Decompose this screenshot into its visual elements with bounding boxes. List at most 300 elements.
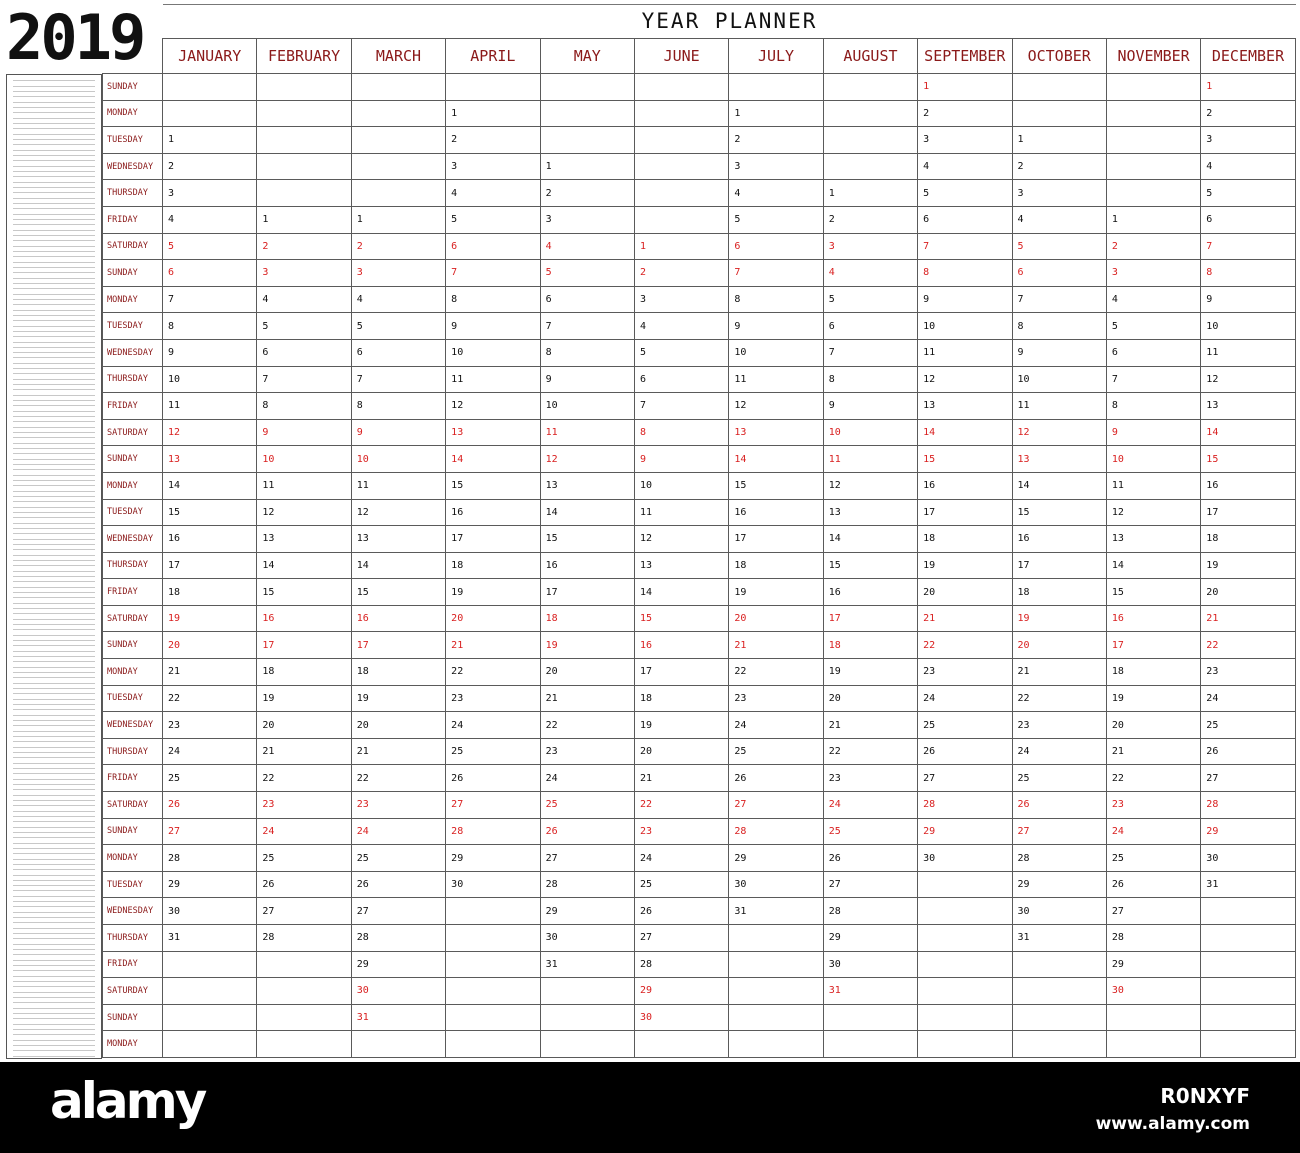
date-cell: 19 [729,579,823,606]
notes-rule-line [13,555,95,556]
date-cell: 28 [729,818,823,845]
notes-rule-line [13,278,95,279]
date-cell [257,978,351,1005]
date-cell: 8 [351,393,445,420]
calendar-table [102,38,1296,1058]
date-cell: 3 [446,153,540,180]
date-cell: 25 [540,792,634,819]
notes-rule-line [13,155,95,156]
notes-rule-line [13,427,95,428]
date-cell: 17 [257,632,351,659]
date-cell [918,978,1012,1005]
date-cell [1012,74,1106,101]
month-header-april: APRIL [446,39,540,74]
day-row [103,845,1296,872]
weekday-label: SATURDAY [103,233,163,260]
date-cell: 28 [446,818,540,845]
date-cell: 19 [351,685,445,712]
weekday-label: SATURDAY [103,792,163,819]
date-cell [1106,1031,1200,1058]
date-cell: 13 [540,472,634,499]
day-row [103,738,1296,765]
date-cell [823,127,917,154]
date-cell: 21 [163,659,257,686]
date-cell: 14 [634,579,728,606]
month-header-row [103,39,1296,74]
notes-rule-line [13,182,95,183]
date-cell: 1 [918,74,1012,101]
date-cell: 16 [918,472,1012,499]
notes-rule-line [13,981,95,982]
date-cell: 13 [1106,526,1200,553]
date-cell: 13 [634,552,728,579]
date-cell: 20 [163,632,257,659]
notes-rule-line [13,187,95,188]
notes-rule-line [13,784,95,785]
date-cell: 8 [1106,393,1200,420]
notes-rule-line [13,667,95,668]
date-cell: 27 [729,792,823,819]
date-cell: 7 [1106,366,1200,393]
notes-rule-line [13,795,95,796]
notes-rule-line [13,342,95,343]
notes-rule-line [13,645,95,646]
notes-rule-line [13,219,95,220]
date-cell: 22 [540,712,634,739]
date-cell: 21 [823,712,917,739]
date-cell: 9 [257,419,351,446]
weekday-label: WEDNESDAY [103,339,163,366]
date-cell [163,1031,257,1058]
date-cell: 1 [1012,127,1106,154]
date-cell: 9 [163,339,257,366]
date-cell: 24 [823,792,917,819]
day-row [103,393,1296,420]
notes-rule-line [13,491,95,492]
date-cell: 20 [823,685,917,712]
date-cell: 14 [163,472,257,499]
date-cell [163,951,257,978]
notes-rule-line [13,246,95,247]
date-cell: 13 [823,499,917,526]
notes-rule-line [13,715,95,716]
month-header-march: MARCH [351,39,445,74]
date-cell: 4 [1012,206,1106,233]
date-cell [446,978,540,1005]
day-row [103,339,1296,366]
date-cell: 28 [918,792,1012,819]
notes-rule-line [13,640,95,641]
month-header-january: JANUARY [163,39,257,74]
date-cell: 20 [729,605,823,632]
weekday-label: FRIDAY [103,765,163,792]
date-cell: 5 [823,286,917,313]
date-cell: 24 [729,712,823,739]
date-cell [1106,180,1200,207]
date-cell: 23 [540,738,634,765]
date-cell: 5 [1106,313,1200,340]
date-cell: 15 [1201,446,1295,473]
notes-rule-line [13,709,95,710]
date-cell: 29 [351,951,445,978]
date-cell: 16 [163,526,257,553]
date-cell: 2 [729,127,823,154]
date-cell [257,1031,351,1058]
date-cell: 17 [163,552,257,579]
date-cell: 25 [634,871,728,898]
date-cell [163,74,257,101]
date-cell: 3 [163,180,257,207]
notes-rule-line [13,102,95,103]
date-cell: 24 [257,818,351,845]
date-cell: 30 [1012,898,1106,925]
date-cell: 10 [1106,446,1200,473]
date-cell: 9 [634,446,728,473]
date-cell: 15 [257,579,351,606]
date-cell: 8 [257,393,351,420]
date-cell [1106,100,1200,127]
date-cell: 11 [918,339,1012,366]
date-cell: 28 [1012,845,1106,872]
day-row [103,286,1296,313]
notes-rule-line [13,421,95,422]
date-cell [257,180,351,207]
date-cell [257,153,351,180]
notes-rule-line [13,853,95,854]
date-cell: 27 [634,925,728,952]
date-cell: 31 [163,925,257,952]
date-cell: 10 [1201,313,1295,340]
notes-rule-line [13,811,95,812]
date-cell [918,951,1012,978]
date-cell [446,1004,540,1031]
weekday-label: MONDAY [103,845,163,872]
day-row [103,127,1296,154]
notes-rule-line [13,347,95,348]
date-cell: 11 [446,366,540,393]
notes-rule-line [13,1034,95,1035]
date-cell: 16 [351,605,445,632]
date-cell: 25 [918,712,1012,739]
date-cell: 11 [1012,393,1106,420]
date-cell: 9 [918,286,1012,313]
notes-rule-line [13,848,95,849]
date-cell: 3 [257,260,351,287]
footer-bar [0,1062,1300,1153]
date-cell [540,1004,634,1031]
date-cell: 11 [540,419,634,446]
date-cell: 10 [163,366,257,393]
date-cell: 25 [1012,765,1106,792]
notes-rule-line [13,731,95,732]
date-cell: 17 [1012,552,1106,579]
date-cell: 10 [918,313,1012,340]
date-cell: 8 [729,286,823,313]
notes-rule-line [13,91,95,92]
date-cell: 26 [351,871,445,898]
notes-rule-line [13,539,95,540]
date-cell: 5 [1201,180,1295,207]
date-cell: 28 [351,925,445,952]
date-cell: 30 [1201,845,1295,872]
date-cell: 9 [446,313,540,340]
notes-rule-line [13,928,95,929]
date-cell: 9 [1012,339,1106,366]
date-cell: 22 [1012,685,1106,712]
weekday-label: SUNDAY [103,632,163,659]
date-cell: 5 [918,180,1012,207]
day-row [103,100,1296,127]
notes-rule-line [13,613,95,614]
date-cell [257,74,351,101]
date-cell [823,1031,917,1058]
date-cell: 10 [634,472,728,499]
date-cell: 6 [918,206,1012,233]
date-cell [540,978,634,1005]
date-cell [540,127,634,154]
day-row [103,499,1296,526]
weekday-label: SUNDAY [103,74,163,101]
date-cell: 7 [1201,233,1295,260]
date-cell: 29 [729,845,823,872]
date-cell: 1 [634,233,728,260]
date-cell: 14 [1106,552,1200,579]
notes-rule-line [13,976,95,977]
date-cell: 9 [1106,419,1200,446]
date-cell: 13 [1012,446,1106,473]
date-cell: 24 [351,818,445,845]
date-cell: 23 [1012,712,1106,739]
date-cell: 26 [634,898,728,925]
date-cell: 13 [446,419,540,446]
date-cell: 4 [823,260,917,287]
date-cell: 26 [540,818,634,845]
date-cell: 30 [918,845,1012,872]
day-row [103,765,1296,792]
date-cell: 30 [540,925,634,952]
notes-rule-line [13,1002,95,1003]
notes-rule-line [13,160,95,161]
date-cell: 3 [823,233,917,260]
weekday-label: TUESDAY [103,685,163,712]
date-cell: 25 [729,738,823,765]
month-header-may: MAY [540,39,634,74]
date-cell: 2 [1106,233,1200,260]
date-cell: 29 [1106,951,1200,978]
date-cell: 26 [257,871,351,898]
date-cell: 31 [1012,925,1106,952]
date-cell: 4 [351,286,445,313]
notes-rule-line [13,469,95,470]
date-cell: 8 [163,313,257,340]
date-cell: 6 [446,233,540,260]
date-cell [729,951,823,978]
date-cell: 19 [918,552,1012,579]
date-cell: 2 [1201,100,1295,127]
notes-rule-line [13,384,95,385]
date-cell: 15 [1106,579,1200,606]
notes-rule-line [13,1013,95,1014]
date-cell: 4 [446,180,540,207]
notes-rule-line [13,405,95,406]
day-row [103,871,1296,898]
date-cell [540,1031,634,1058]
date-cell [1201,1031,1295,1058]
date-cell: 31 [729,898,823,925]
date-cell: 10 [540,393,634,420]
notes-rule-line [13,661,95,662]
weekday-label: WEDNESDAY [103,898,163,925]
notes-rule-line [13,389,95,390]
notes-rule-line [13,256,95,257]
date-cell: 16 [634,632,728,659]
weekday-label: FRIDAY [103,206,163,233]
date-cell: 3 [918,127,1012,154]
date-cell: 11 [163,393,257,420]
notes-rule-line [13,960,95,961]
weekday-label: SATURDAY [103,978,163,1005]
date-cell: 18 [351,659,445,686]
date-cell: 17 [351,632,445,659]
date-cell: 14 [1201,419,1295,446]
date-cell [257,1004,351,1031]
month-header-october: OCTOBER [1012,39,1106,74]
notes-rule-line [13,400,95,401]
date-cell: 1 [823,180,917,207]
date-cell: 9 [540,366,634,393]
date-cell: 29 [918,818,1012,845]
date-cell: 30 [163,898,257,925]
notes-rule-line [13,443,95,444]
date-cell: 15 [918,446,1012,473]
date-cell: 27 [446,792,540,819]
date-cell: 6 [351,339,445,366]
date-cell [1201,1004,1295,1031]
weekday-label: THURSDAY [103,552,163,579]
date-cell: 10 [351,446,445,473]
notes-rule-line [13,635,95,636]
notes-rule-line [13,699,95,700]
date-cell: 4 [1106,286,1200,313]
date-cell: 23 [729,685,823,712]
date-cell [634,74,728,101]
weekday-label: WEDNESDAY [103,153,163,180]
date-cell: 7 [257,366,351,393]
date-cell: 19 [446,579,540,606]
date-cell: 22 [634,792,728,819]
notes-rule-line [13,992,95,993]
notes-rule-line [13,310,95,311]
notes-rule-line [13,1018,95,1019]
notes-rule-line [13,416,95,417]
date-cell [729,1004,823,1031]
date-cell: 13 [257,526,351,553]
date-cell: 8 [1201,260,1295,287]
notes-rule-line [13,629,95,630]
notes-rule-line [13,1029,95,1030]
notes-rule-line [13,619,95,620]
date-cell: 18 [823,632,917,659]
month-header-july: JULY [729,39,823,74]
date-cell: 11 [823,446,917,473]
date-cell: 7 [823,339,917,366]
date-cell: 27 [540,845,634,872]
date-cell: 21 [634,765,728,792]
date-cell: 12 [257,499,351,526]
date-cell: 11 [257,472,351,499]
notes-rule-line [13,896,95,897]
date-cell [351,127,445,154]
weekday-label: TUESDAY [103,127,163,154]
date-cell: 16 [540,552,634,579]
date-cell: 26 [729,765,823,792]
notes-rule-line [13,299,95,300]
date-cell: 21 [257,738,351,765]
date-cell [163,1004,257,1031]
date-cell: 20 [257,712,351,739]
date-cell: 4 [163,206,257,233]
date-cell: 18 [257,659,351,686]
date-cell: 23 [918,659,1012,686]
notes-rule-line [13,379,95,380]
date-cell: 21 [351,738,445,765]
date-cell: 21 [1201,605,1295,632]
notes-rule-line [13,875,95,876]
date-cell [257,100,351,127]
notes-rule-line [13,827,95,828]
notes-rule-line [13,747,95,748]
date-cell: 26 [918,738,1012,765]
date-cell: 31 [351,1004,445,1031]
date-cell: 19 [1106,685,1200,712]
notes-rule-line [13,507,95,508]
date-cell: 2 [918,100,1012,127]
weekday-label: TUESDAY [103,499,163,526]
notes-rule-line [13,805,95,806]
date-cell [1012,978,1106,1005]
date-cell: 16 [1106,605,1200,632]
date-cell: 30 [634,1004,728,1031]
notes-rule-line [13,395,95,396]
month-header-september: SEPTEMBER [918,39,1012,74]
notes-rule-line [13,603,95,604]
notes-rule-line [13,789,95,790]
date-cell: 22 [446,659,540,686]
year-label: 2019 [6,1,144,74]
date-cell: 23 [163,712,257,739]
date-cell: 15 [351,579,445,606]
date-cell [1201,978,1295,1005]
date-cell: 24 [163,738,257,765]
date-cell [634,180,728,207]
date-cell: 6 [257,339,351,366]
date-cell [446,74,540,101]
date-cell: 19 [1201,552,1295,579]
notes-rule-line [13,656,95,657]
weekday-label: SATURDAY [103,605,163,632]
notes-rule-line [13,1008,95,1009]
day-row [103,233,1296,260]
notes-rule-line [13,464,95,465]
notes-rule-line [13,139,95,140]
weekday-label: MONDAY [103,100,163,127]
date-cell: 30 [729,871,823,898]
notes-rule-line [13,864,95,865]
date-cell: 24 [1106,818,1200,845]
notes-rule-line [13,80,95,81]
day-row [103,153,1296,180]
notes-rule-line [13,704,95,705]
